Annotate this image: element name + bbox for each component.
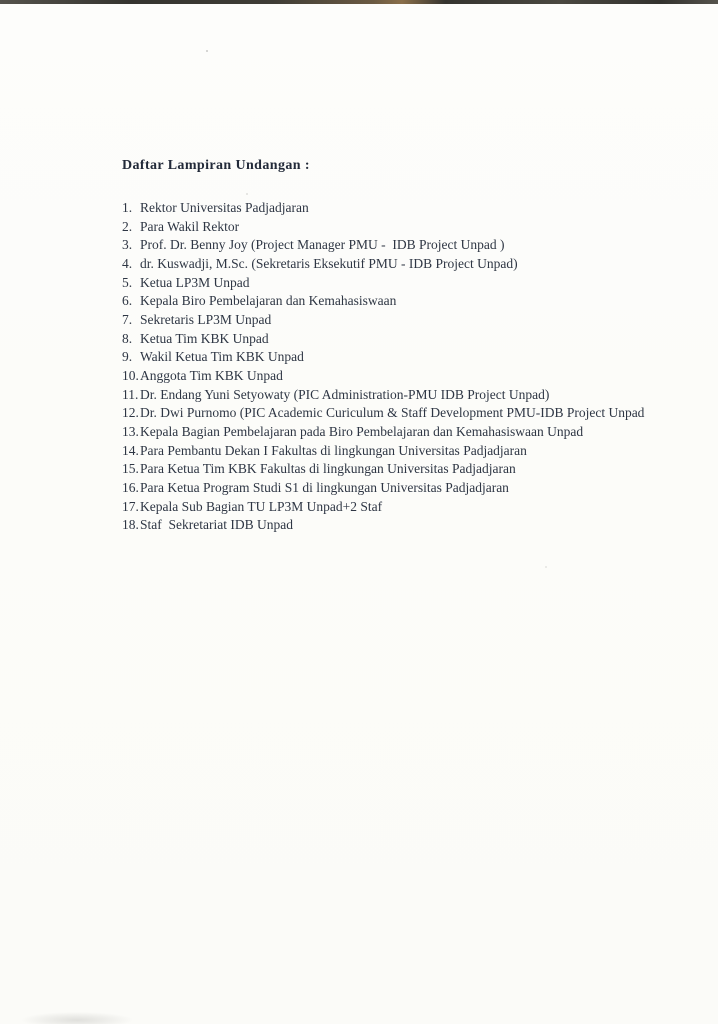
item-text: Ketua LP3M Unpad: [140, 274, 250, 290]
item-text: Wakil Ketua Tim KBK Unpad: [140, 349, 304, 365]
item-number: 5.: [122, 274, 133, 290]
item-number: 3.: [122, 237, 133, 253]
list-item: [122, 367, 644, 386]
list-item: [122, 348, 644, 367]
item-number: 13.: [122, 423, 139, 439]
list-item: [122, 498, 644, 517]
item-text: Prof. Dr. Benny Joy (Project Manager PMU - IDB Project Unpad ): [140, 237, 505, 253]
item-number: 16.: [122, 479, 139, 495]
list-item: [122, 423, 644, 442]
list-item: [122, 460, 644, 479]
item-number: 1.: [122, 200, 133, 215]
list-item: [122, 330, 644, 349]
item-text: Sekretaris LP3M Unpad: [140, 311, 272, 327]
item-text: Staf Sekretariat IDB Unpad: [140, 517, 293, 533]
item-text: Para Wakil Rektor: [140, 218, 240, 234]
item-number: 12.: [122, 405, 139, 421]
item-number: 9.: [122, 349, 133, 365]
item-text: Ketua Tim KBK Unpad: [140, 330, 269, 346]
item-text: Anggota Tim KBK Unpad: [140, 367, 283, 383]
list-item: [122, 218, 644, 237]
item-text: Para Pembantu Dekan I Fakultas di lingkungan Universitas Padjadjaran: [140, 442, 527, 458]
item-number: 18.: [122, 517, 139, 533]
item-number: 4.: [122, 255, 133, 271]
item-number: 17.: [122, 498, 139, 514]
list-item: [122, 442, 644, 461]
item-text: Kepala Bagian Pembelajaran pada Biro Pembelajaran dan Kemahasiswaan Unpad: [140, 423, 584, 439]
item-number: 15.: [122, 461, 139, 477]
item-number: 7.: [122, 311, 133, 327]
list-item: [122, 236, 644, 255]
scan-smudge-artifact: [22, 1012, 132, 1024]
item-text: Kepala Sub Bagian TU LP3M Unpad+2 Staf: [140, 498, 383, 514]
list-item: [122, 479, 644, 498]
item-text: Kepala Biro Pembelajaran dan Kemahasiswaan: [140, 293, 397, 309]
list-item: [122, 255, 644, 274]
scan-speck-artifact: [206, 50, 208, 52]
item-number: 10.: [122, 367, 139, 383]
item-number: 8.: [122, 330, 133, 346]
item-number: 14.: [122, 442, 139, 458]
scanner-edge-artifact: [0, 0, 718, 4]
item-text: Para Ketua Tim KBK Fakultas di lingkungan Universitas Padjadjaran: [140, 461, 516, 477]
item-number: 11.: [122, 386, 139, 402]
item-text: Dr. Endang Yuni Setyowaty (PIC Administration-PMU IDB Project Unpad): [140, 386, 550, 402]
attachment-list: [122, 199, 644, 535]
list-item: [122, 311, 644, 330]
document-title: Daftar Lampiran Undangan :: [122, 158, 310, 173]
list-item: [122, 199, 644, 218]
item-text: Para Ketua Program Studi S1 di lingkungan Universitas Padjadjaran: [140, 479, 509, 495]
item-text: Dr. Dwi Purnomo (PIC Academic Curiculum & Staff Development PMU-IDB Project Unpad: [140, 405, 645, 421]
list-item: [122, 274, 644, 293]
item-text: dr. Kuswadji, M.Sc. (Sekretaris Eksekutif PMU - IDB Project Unpad): [140, 255, 518, 271]
item-number: 6.: [122, 293, 133, 309]
item-number: 2.: [122, 218, 133, 234]
scan-speck-artifact: [545, 566, 547, 568]
list-item: [122, 292, 644, 311]
list-item: [122, 386, 644, 405]
list-item: [122, 516, 644, 535]
scan-speck-artifact: [246, 193, 248, 195]
list-item: [122, 404, 644, 423]
item-text: Rektor Universitas Padjadjaran: [140, 200, 309, 215]
